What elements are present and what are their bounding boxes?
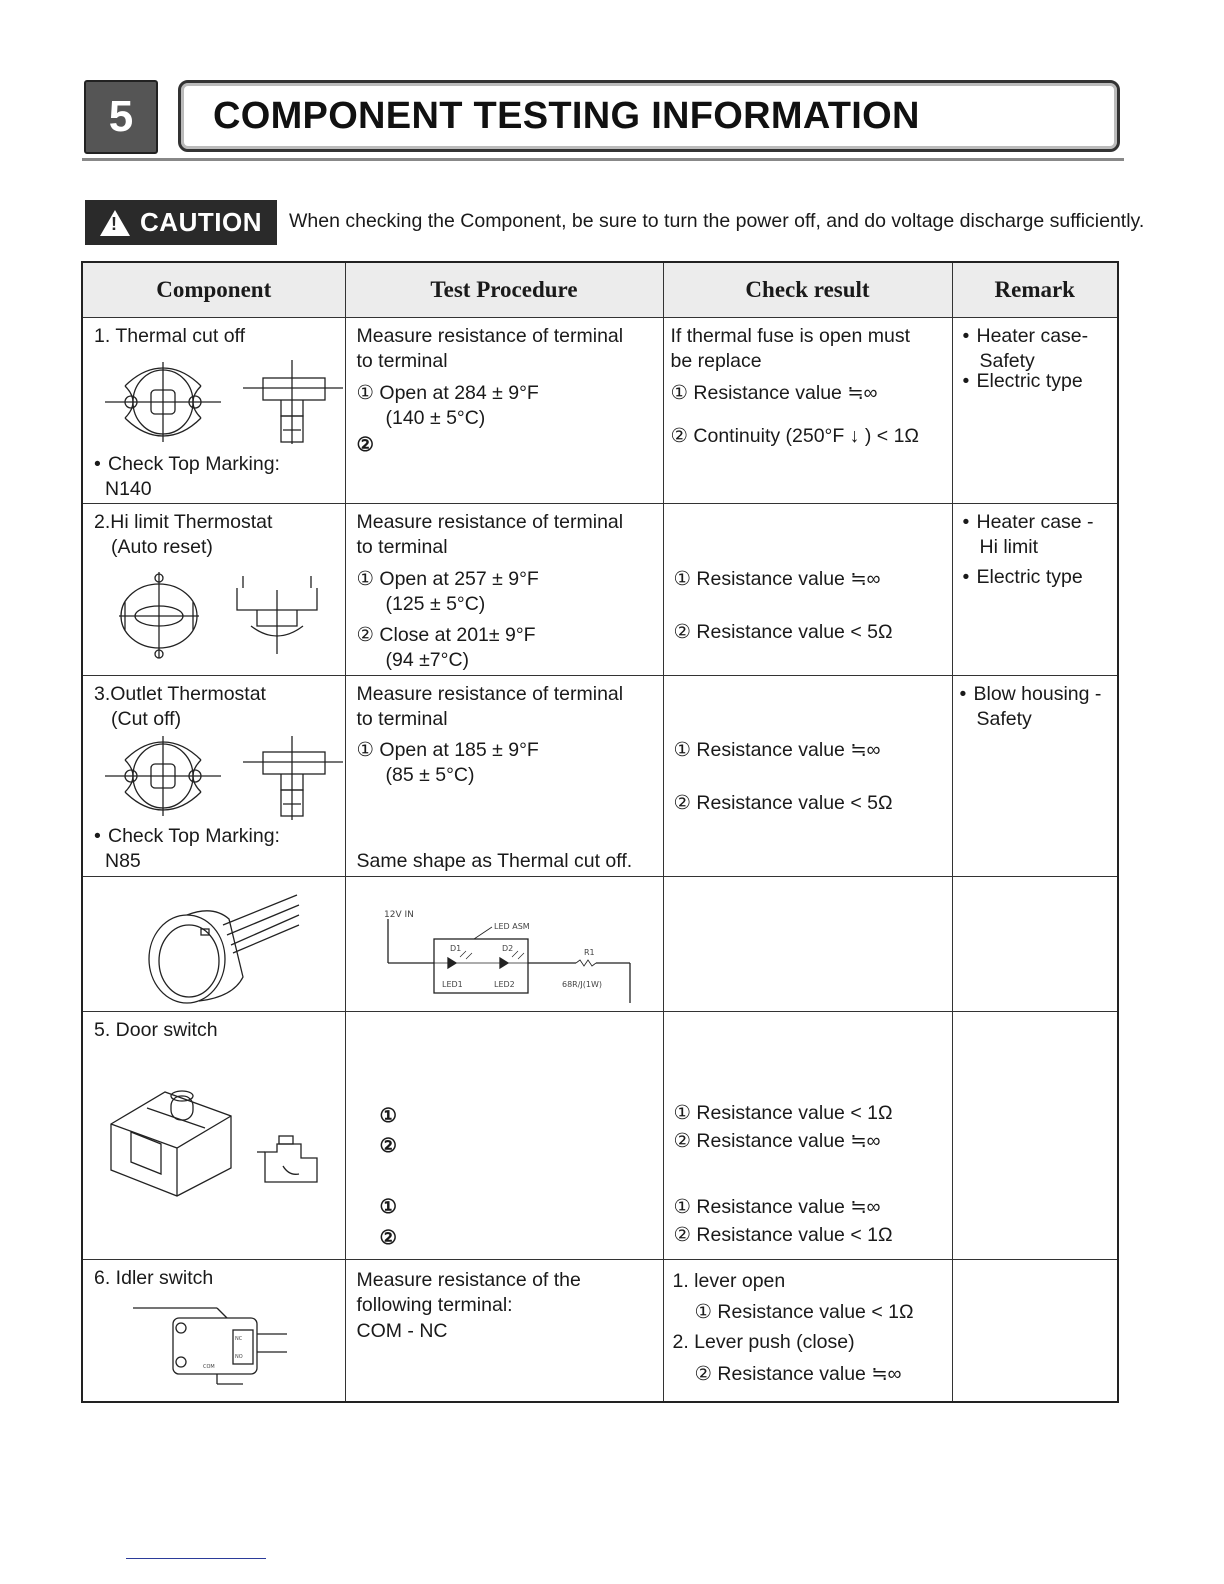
procedure-step: ① Open at 185 ± 9°F: [356, 739, 539, 761]
result-text: ① Resistance value < 1Ω: [673, 1102, 893, 1124]
component-name: 2.Hi limit Thermostat: [94, 511, 273, 533]
procedure-step: (140 ± 5°C): [385, 407, 486, 429]
result-text: ① Resistance value ≒∞: [673, 568, 881, 590]
remark-cell: [952, 676, 1118, 877]
procedure-cell: [345, 504, 663, 676]
result-text: ① Resistance value < 1Ω: [694, 1301, 914, 1323]
component-name: 3.Outlet Thermostat: [94, 683, 266, 705]
procedure-step: ②: [356, 434, 374, 456]
schematic-r1-label: R1: [583, 948, 595, 957]
remark-cell: [952, 1012, 1118, 1260]
procedure-step: (94 ±7°C): [385, 649, 470, 671]
header-test-procedure: Test Procedure: [345, 262, 663, 318]
caution-badge: [85, 200, 277, 245]
result-text: ① Resistance value ≒∞: [673, 1196, 881, 1218]
result-text: ② Resistance value < 5Ω: [673, 792, 893, 814]
header-check-result: Check result: [663, 262, 952, 318]
remark-item: • Heater case -: [962, 511, 1094, 533]
result-cell: [663, 1260, 952, 1402]
procedure-step: (125 ± 5°C): [385, 593, 486, 615]
result-text: 1. lever open: [672, 1270, 786, 1292]
header-component: Component: [82, 262, 345, 318]
result-cell: [663, 676, 952, 877]
result-cell: [663, 318, 952, 504]
idler-pin-no-label: NO: [235, 1354, 243, 1360]
remark-item: • Electric type: [962, 566, 1083, 588]
result-text: ② Resistance value ≒∞: [694, 1363, 902, 1385]
component-cell: [82, 676, 345, 877]
table-row: [82, 1012, 1118, 1260]
procedure-step: ②: [379, 1227, 397, 1249]
section-header: [82, 78, 1124, 164]
component-note: • Check Top Marking:: [94, 825, 280, 847]
component-cell: [82, 1012, 345, 1260]
procedure-text: Measure resistance of terminal: [356, 325, 624, 347]
result-text: ① Resistance value ≒∞: [670, 382, 878, 404]
schematic-led1-label: LED1: [441, 980, 463, 989]
procedure-step: ② Close at 201± 9°F: [356, 624, 536, 646]
remark-item: Safety: [979, 350, 1035, 372]
procedure-cell: [345, 877, 663, 1012]
idler-pin-nc-label: NC: [235, 1336, 243, 1342]
remark-item: • Electric type: [962, 370, 1083, 392]
led-circuit-schematic: [380, 905, 640, 1005]
table-row: [82, 676, 1118, 877]
procedure-text: to terminal: [356, 536, 448, 558]
result-text: be replace: [670, 350, 762, 372]
result-cell: [663, 504, 952, 676]
header-rule: [82, 158, 1124, 161]
result-text: If thermal fuse is open must: [670, 325, 911, 347]
component-name: 5. Door switch: [94, 1019, 218, 1041]
footer-link-underline: [126, 1558, 266, 1559]
schematic-supply-label: 12V IN: [383, 910, 414, 920]
result-text: ② Resistance value < 5Ω: [673, 621, 893, 643]
procedure-text: Measure resistance of terminal: [356, 511, 624, 533]
idler-switch-drawing: [133, 1304, 303, 1384]
remark-item: • Heater case-: [962, 325, 1089, 347]
idler-pin-com-label: COM: [203, 1364, 215, 1370]
component-marking: N140: [105, 478, 152, 500]
procedure-step: ① Open at 284 ± 9°F: [356, 382, 539, 404]
remark-cell: [952, 504, 1118, 676]
schematic-resistor-label: 68R/J(1W): [561, 980, 602, 989]
component-name: (Cut off): [111, 708, 182, 730]
warning-icon: !: [100, 210, 130, 236]
component-cell: [82, 504, 345, 676]
result-text: ② Resistance value < 1Ω: [673, 1224, 893, 1246]
procedure-text: following terminal:: [356, 1294, 513, 1316]
component-name: 6. Idler switch: [94, 1267, 214, 1289]
procedure-text: to terminal: [356, 708, 448, 730]
procedure-step: ①: [379, 1105, 397, 1127]
procedure-cell: [345, 1012, 663, 1260]
result-text: ② Continuity (250°F ↓ ) < 1Ω: [670, 425, 919, 447]
table-header-row: [82, 262, 1118, 318]
procedure-cell: [345, 676, 663, 877]
remark-item: Safety: [976, 708, 1032, 730]
table-row: [82, 877, 1118, 1012]
table-row: [82, 1260, 1118, 1402]
remark-cell: [952, 877, 1118, 1012]
procedure-cell: [345, 1260, 663, 1402]
result-text: ② Resistance value ≒∞: [673, 1130, 881, 1152]
procedure-step: ①: [379, 1196, 397, 1218]
schematic-assembly-label: LED ASM: [493, 922, 530, 931]
caution-text: When checking the Component, be sure to turn the power off, and do voltage discharge sufficiently.: [289, 210, 1145, 232]
component-testing-table: [81, 261, 1119, 1403]
header-remark: Remark: [952, 262, 1118, 318]
section-number: 5: [84, 80, 158, 154]
component-note: • Check Top Marking:: [94, 453, 280, 475]
procedure-step: ① Open at 257 ± 9°F: [356, 568, 539, 590]
section-title: COMPONENT TESTING INFORMATION: [213, 94, 920, 137]
result-cell: [663, 877, 952, 1012]
table-row: [82, 504, 1118, 676]
table-row: [82, 318, 1118, 504]
component-cell: [82, 318, 345, 504]
hi-limit-thermostat-drawing: [117, 570, 327, 660]
schematic-d2-label: D2: [501, 944, 513, 953]
component-name: (Auto reset): [111, 536, 213, 558]
component-marking: N85: [105, 850, 141, 872]
component-name: 1. Thermal cut off: [94, 325, 246, 347]
remark-item: • Blow housing -: [959, 683, 1102, 705]
led-lamp-drawing: [143, 885, 303, 1007]
procedure-step: ②: [379, 1135, 397, 1157]
remark-item: Hi limit: [979, 536, 1038, 558]
result-cell: [663, 1012, 952, 1260]
component-cell: [82, 877, 345, 1012]
section-title-box: [178, 80, 1120, 152]
component-cell: [82, 1260, 345, 1402]
door-switch-drawing: [107, 1082, 327, 1202]
result-text: ① Resistance value ≒∞: [673, 739, 881, 761]
outlet-thermostat-drawing: [103, 736, 343, 820]
schematic-d1-label: D1: [449, 944, 461, 953]
result-text: 2. Lever push (close): [672, 1331, 855, 1353]
procedure-note: Same shape as Thermal cut off.: [356, 850, 633, 872]
procedure-step: (85 ± 5°C): [385, 764, 475, 786]
procedure-cell: [345, 318, 663, 504]
remark-cell: [952, 1260, 1118, 1402]
schematic-led2-label: LED2: [493, 980, 515, 989]
procedure-text: Measure resistance of terminal: [356, 683, 624, 705]
remark-cell: [952, 318, 1118, 504]
thermal-cutoff-drawing: [103, 360, 343, 444]
procedure-text: to terminal: [356, 350, 448, 372]
procedure-text: Measure resistance of the: [356, 1269, 581, 1291]
procedure-text: COM - NC: [356, 1320, 448, 1342]
caution-label: CAUTION: [140, 207, 262, 237]
